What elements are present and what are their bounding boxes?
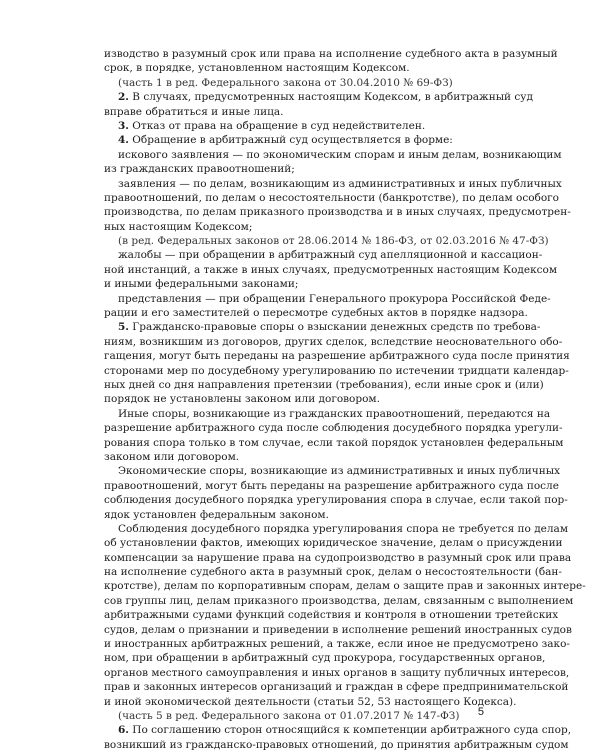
text-line: сов группы лиц, делам приказного производства, делам, связанным с выполнением	[104, 594, 574, 607]
text-line: возникший из гражданско-правовых отношений, до принятия арбитражным судом	[104, 738, 569, 751]
text-line: Иные споры, возникающие из гражданских правоотношений, передаются на	[118, 407, 551, 420]
text-line: об установлении фактов, имеющих юридическое значение, делам о присуждении	[104, 537, 563, 550]
text-line: и иными федеральными законами;	[104, 278, 299, 291]
page-number: 5	[477, 706, 484, 718]
text-line: 6. По соглашению сторон относящийся к компетенции арбитражного суда спор,	[118, 724, 572, 737]
text-line: и иностранных арбитражных решений, а также, если иное не предусмотрено зако-	[104, 638, 570, 651]
text-line: рации и его заместителей о пересмотре судебных актов в порядке надзора.	[104, 307, 528, 320]
text-line: порядок не установлены законом или договором.	[104, 393, 380, 406]
text-line: законом или договором.	[104, 450, 240, 463]
text-line: арбитражными судами функций содействия и контроля в отношении третейских	[104, 609, 559, 622]
text-line: ниям, возникшим из договоров, других сделок, вследствие неосновательного обо-	[104, 335, 563, 348]
text-line: заявления — по делам, возникающим из административных и иных публичных	[118, 177, 562, 190]
text-line: прав и законных интересов организаций и граждан в сфере предпринимательской	[104, 681, 569, 694]
text-line: (в ред. Федеральных законов от 28.06.2014 № 186-ФЗ, от 02.03.2016 № 47-ФЗ)	[118, 235, 549, 248]
text-line: соблюдения досудебного порядка урегулирования спора в случае, если такой пор-	[104, 494, 568, 507]
text-line: на исполнение судебного акта в разумный срок, делам о несостоятельности (бан-	[104, 566, 562, 579]
text-line: ных дней со дня направления претензии (требования), если иные срок и (или)	[104, 378, 544, 391]
text-line: изводство в разумный срок или права на исполнение судебного акта в разумный	[104, 48, 558, 60]
text-line: сторонами мер по досудебному урегулированию по истечении тридцати календар-	[104, 364, 569, 377]
text-line: правоотношений, по делам о несостоятельности (банкротстве), по делам особого	[104, 191, 559, 204]
text-line: жалобы — при обращении в арбитражный суд апелляционной и кассацион-	[118, 249, 543, 262]
text-line: срок, в порядке, установленном настоящим Кодексом.	[104, 62, 410, 75]
text-line: ном, при обращении в арбитражный суд прокурора, государственных органов,	[104, 652, 546, 665]
text-line: Экономические споры, возникающие из административных и иных публичных	[118, 465, 561, 478]
text-line: ядок установлен федеральным законом.	[104, 508, 329, 521]
text-line: ной инстанций, а также в иных случаях, предусмотренных настоящим Кодексом	[104, 263, 557, 276]
text-line: вправе обратиться и иные лица.	[104, 105, 284, 118]
text-line: ных настоящим Кодексом;	[104, 220, 253, 233]
text-line: разрешение арбитражного суда после соблюдения досудебного порядка урегули-	[104, 422, 563, 435]
text-line: правоотношений, могут быть переданы на разрешение арбитражного суда после	[104, 479, 559, 492]
text-line: кротстве), делам по корпоративным спорам, делам о защите прав и законных интере-	[104, 580, 586, 593]
text-line: Соблюдения досудебного порядка урегулирования спора не требуется по делам	[118, 522, 568, 535]
text-line: искового заявления — по экономическим спорам и иным делам, возникающим	[118, 148, 562, 161]
text-line: 5. Гражданско-правовые споры о взыскании денежных средств по требова-	[118, 321, 541, 334]
text-line: гащения, могут быть переданы на разрешение арбитражного суда после принятия	[104, 350, 570, 363]
text-line: производства, по делам приказного производства и в иных случаях, предусмотрен-	[104, 206, 571, 219]
text-line: (часть 5 в ред. Федерального закона от 01.07.2017 № 147-ФЗ)	[118, 709, 460, 722]
text-line: компенсации за нарушение права на судопроизводство в разумный срок или права	[104, 551, 572, 564]
text-line: 2. В случаях, предусмотренных настоящим Кодексом, в арбитражный суд	[118, 91, 533, 104]
text-line: судов, делам о признании и приведении в исполнение решений иностранных судов	[104, 623, 572, 636]
text-line: (часть 1 в ред. Федерального закона от 30.04.2010 № 69-ФЗ)	[118, 76, 453, 89]
text-line: из гражданских правоотношений;	[104, 163, 295, 176]
body-text	[104, 47, 586, 752]
text-line: представления — при обращении Генерального прокурора Российской Феде-	[118, 292, 551, 305]
text-line: и иной экономической деятельности (статьи 52, 53 настоящего Кодекса).	[104, 695, 517, 708]
text-line: рования спора только в том случае, если такой порядок установлен федеральным	[104, 436, 564, 449]
text-line: 4. Обращение в арбитражный суд осуществляется в форме:	[118, 134, 453, 147]
text-line: органов местного самоуправления и иных органов в защиту публичных интересов,	[104, 666, 570, 679]
text-line: 3. Отказ от права на обращение в суд недействителен.	[118, 119, 426, 132]
